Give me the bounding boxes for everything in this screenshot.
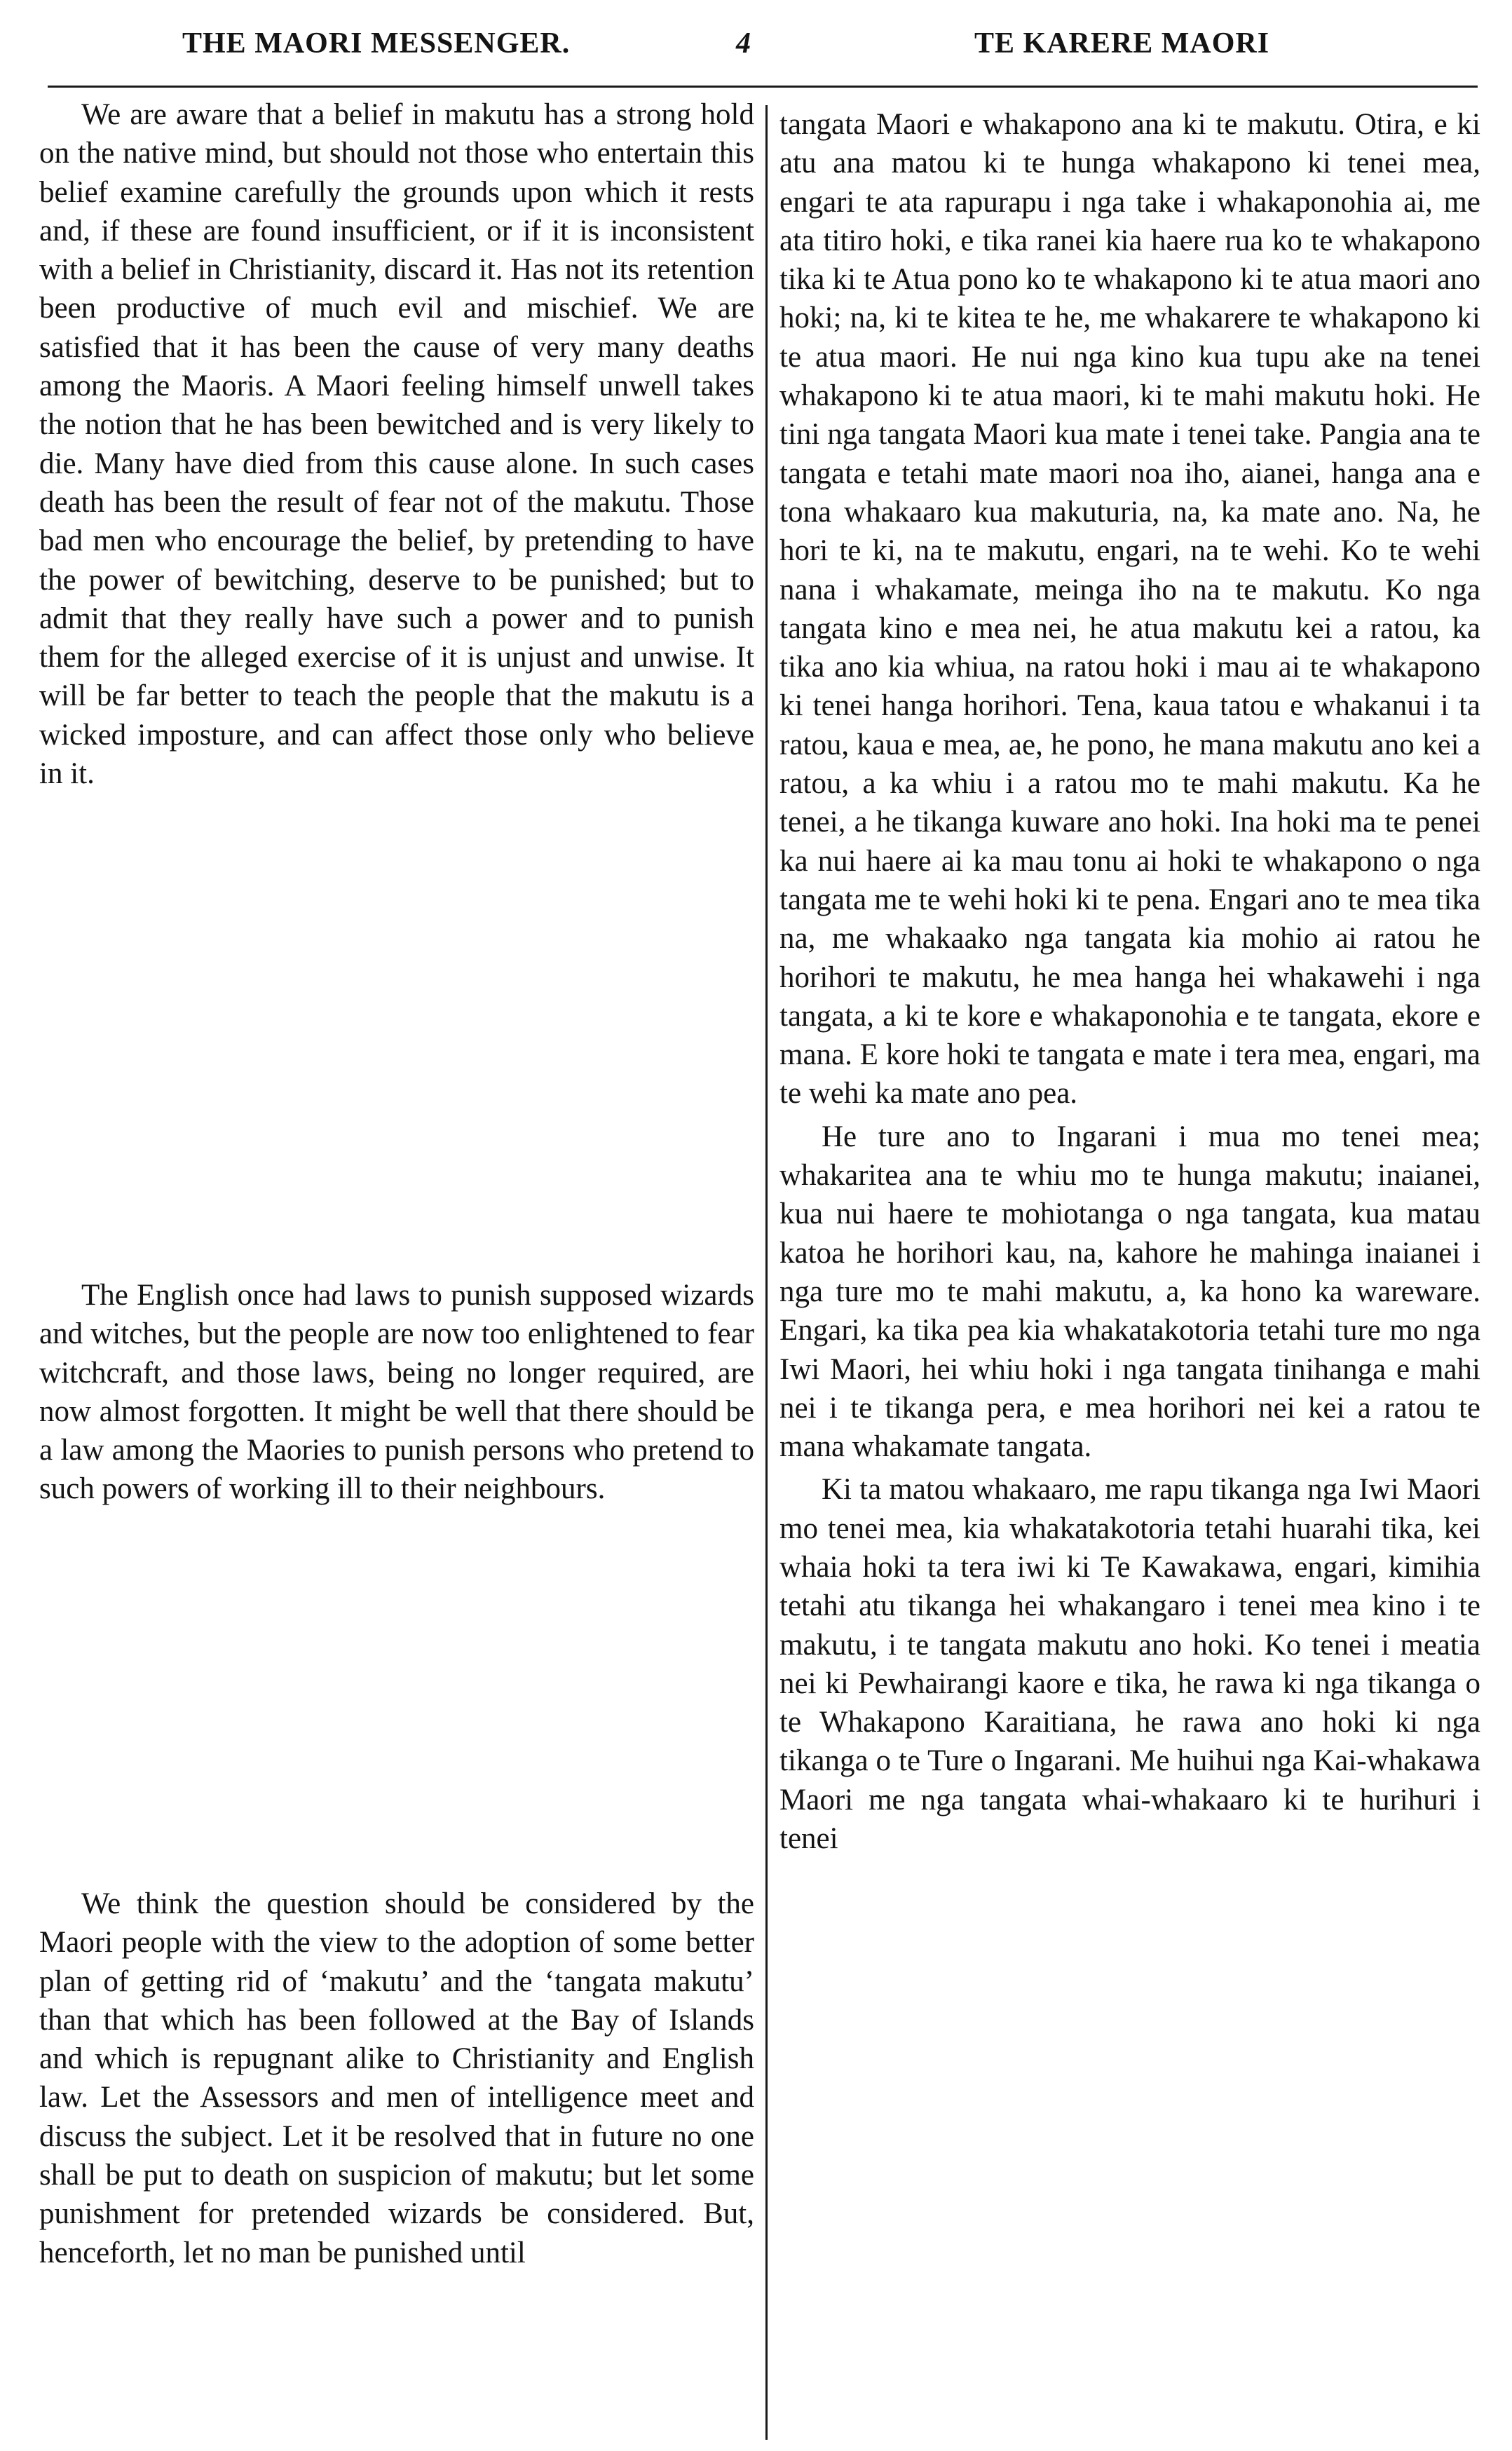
english-paragraph-2: [39, 1276, 754, 1509]
english-paragraph-text: The English once had laws to punish supposed wizards and witches, but the people are now too enlightened to fear witchcraft, and those laws, being no longer required, are now almost forgotten. It might be well that there should be a law among the Maories to punish persons who pretend to such powers of working ill to their neighbours.: [39, 1279, 754, 1506]
english-paragraph-text: We think the question should be considered by the Maori people with the view to the adoption of some better plan of getting rid of ‘makutu’ and the ‘tangata makutu’ than that which has been followed at the Bay of Islands and which is repugnant alike to Christianity and English law. Let the Assessors and men of intelligence meet and discuss the subject. Let it be resolved that in future no one shall be put to death on suspicion of makutu; but let some punishment for pretended wizards be considered. But, henceforth, let no man be punished until: [39, 1887, 754, 2269]
page-number: 4: [736, 27, 751, 60]
english-masthead: THE MAORI MESSENGER.: [182, 27, 571, 60]
english-paragraph-1: [39, 95, 754, 793]
maori-paragraph-2: He ture ano to Ingarani i mua mo tenei mea; whakaritea ana te whiu mo te hunga makutu; inaianei, kua nui haere te mohiotanga o nga tangata, kua matau katoa he horihori kau, na, kahore he mahinga inaianei i nga ture mo te mahi makutu, a, ka hono ka wareware. Engari, ka tika pea kia whakatakotoria tetahi ture mo nga Iwi Maori, hei whiu hoki i nga tangata tinihanga e mahi nei i te tikanga pera, e mea horihori nei kei a ratou te mana whakamate tangata.: [779, 1120, 1480, 1464]
english-paragraph-text: We are aware that a belief in makutu has a strong hold on the native mind, but should not those who entertain this belief examine carefully the grounds upon which it rests and, if these are found insufficient, or if it is inconsistent with a belief in Christianity, discard it. Has not its retention been productive of much evil and mischief. We are satisfied that it has been the cause of very many deaths among the Maoris. A Maori feeling himself unwell takes the notion that he has been bewitched and is very likely to die. Many have died from this cause alone. In such cases death has been the result of fear not of the makutu. Those bad men who encourage the belief, by pretending to have the power of bewitching, deserve to be punished; but to admit that they really have such a power and to punish them for the alleged exercise of it is unjust and unwise. It will be far better to teach the people that the makutu is a wicked imposture, and can affect those only who believe in it.: [39, 98, 754, 791]
column-divider: [765, 105, 768, 2440]
maori-column: [779, 105, 1480, 1858]
header-rule: [48, 86, 1478, 88]
maori-paragraph-3: Ki ta matou whakaaro, me rapu tikanga nga Iwi Maori mo tenei mea, kia whakatakotoria tetahi huarahi tika, kei whaia hoki ta tera iwi ki Te Kawakawa, engari, kimihia tetahi atu tikanga hei whakangaro i tenei mea kino i te makutu, i te tangata makutu ano hoki. Ko tenei i meatia nei ki Pewhairangi kaore e tika, he rawa ki nga tikanga o te Whakapono Karaitiana, he rawa ano hoki ki nga tikanga o te Ture o Ingarani. Me huihui nga Kai-whakawa Maori me nga tangata whai-whakaaro ki te hurihuri i tenei: [779, 1473, 1480, 1856]
maori-paragraph-1: tangata Maori e whakapono ana ki te makutu. Otira, e ki atu ana matou ki te hunga whakapono ki tenei mea, engari te ata rapurapu i nga take i whakaponohia ai, me ata titiro hoki, e tika ranei kia haere rua ko te whakapono tika ki te Atua pono ko te whakapono ki te atua maori ano hoki; na, ki te kitea te he, me whakarere te whakapono ki te atua maori. He nui nga kino kua tupu ake na tenei whakapono ki te atua maori, ki te mahi makutu hoki. He tini nga tangata Maori kua mate i tenei take. Pangia ana te tangata e tetahi mate maori noa iho, aianei, hanga ana e tona whakaaro kua makuturia, na, ka mate ano. Na, he hori te ki, na te makutu, engari, na te wehi. Ko te wehi nana i whakamate, meinga iho na te makutu. Ko nga tangata kino e mea nei, he atua makutu kei a ratou, ka tika ano kia whiua, na ratou hoki i mau ai te whakapono ki tenei hanga horihori. Tena, kaua tatou e whakanui i ta ratou, kaua e mea, ae, he pono, he mana makutu ano kei a ratou, a ka whiu i a ratou mo te mahi makutu. Ka he tenei, a he tikanga kuware ano hoki. Ina hoki ma te penei ka nui haere ai ka mau tonu ai hoki te whakapono o nga tangata me te wehi hoki ki te pena. Engari ano te mea tika na, me whakaako nga tangata kia mohio ai ratou he horihori te makutu, he mea hanga hei whakawehi i nga tangata, a ki te kore e whakaponohia e te tangata, ekore e mana. E kore hoki te tangata e mate i tera mea, engari, ma te wehi ka mate ano pea.: [779, 108, 1480, 1111]
english-paragraph-3: [39, 1885, 754, 2272]
page-header: [35, 27, 1479, 76]
maori-masthead: TE KARERE MAORI: [974, 27, 1270, 60]
